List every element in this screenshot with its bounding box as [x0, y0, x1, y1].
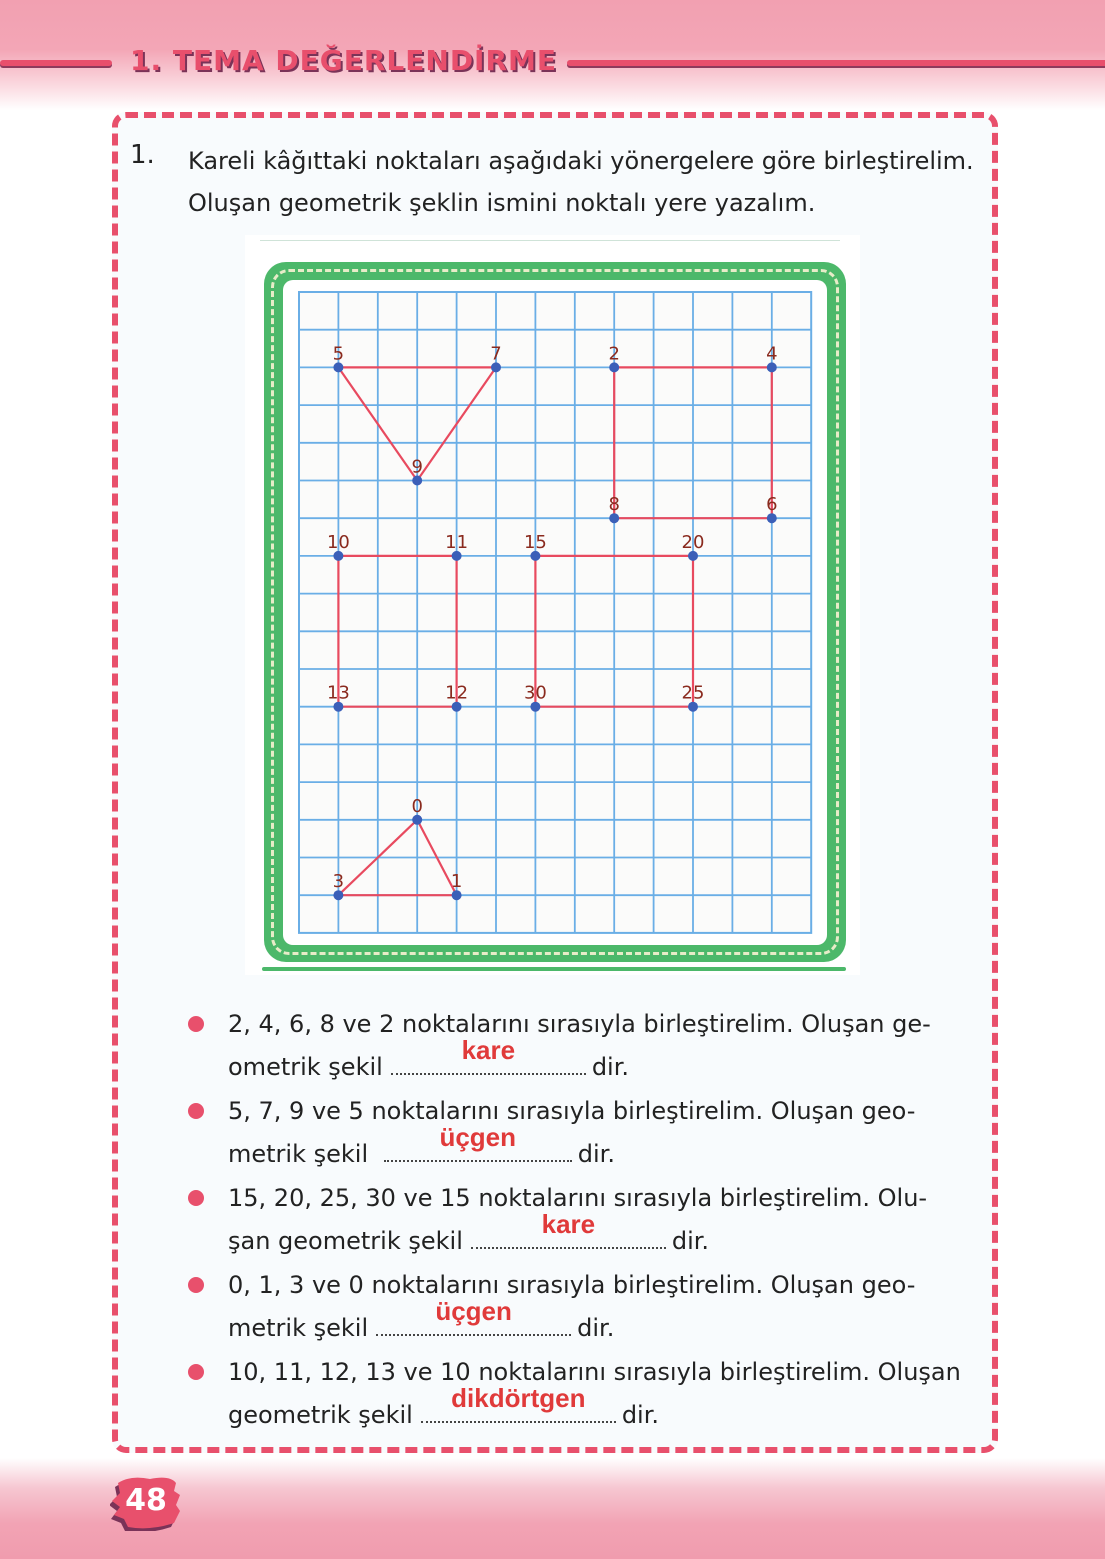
instruction-item — [185, 1090, 975, 1177]
point-label: 11 — [445, 531, 469, 553]
point-label: 0 — [411, 795, 423, 817]
point-label: 10 — [326, 531, 350, 553]
instruction-text: 10, 11, 12, 13 ve 10 noktalarını sırasıyla birleştirelim. Oluşan — [228, 1358, 961, 1386]
point-label: 25 — [681, 682, 705, 704]
instruction-item — [185, 1003, 975, 1090]
answer-text: üçgen — [435, 1296, 512, 1326]
instruction-answer-line: geometrik şekil dikdörtgen dir. — [228, 1383, 660, 1429]
point-label: 8 — [608, 494, 620, 516]
point-label: 9 — [411, 456, 423, 478]
grid-frame-underline — [262, 967, 846, 971]
answer-text: kare — [541, 1209, 596, 1239]
point-label: 3 — [332, 871, 345, 893]
point-label: 2 — [608, 343, 620, 365]
instruction-text: 0, 1, 3 ve 0 noktalarını sırasıyla birleştirelim. Oluşan geo- — [228, 1271, 916, 1299]
bullet-icon — [188, 1103, 204, 1119]
bullet-icon — [188, 1364, 204, 1380]
instruction-text: 2, 4, 6, 8 ve 2 noktalarını sırasıyla birleştirelim. Oluşan ge- — [228, 1010, 931, 1038]
point-label: 12 — [445, 682, 469, 704]
question-number: 1. — [130, 140, 155, 170]
instruction-answer-line: metrik şekil üçgen dir. — [228, 1122, 615, 1168]
page-number: 48 — [125, 1483, 167, 1518]
instruction-item — [185, 1264, 975, 1351]
point-label: 13 — [326, 682, 350, 704]
instruction-answer-line: şan geometrik şekil kare dir. — [228, 1209, 710, 1255]
question-line-1: Kareli kâğıttaki noktaları aşağıdaki yönergelere göre birleştirelim. — [188, 147, 974, 175]
answer-blank[interactable] — [391, 1035, 586, 1075]
question-text — [188, 140, 978, 224]
point-label: 30 — [523, 682, 547, 704]
answer-text: dikdörtgen — [451, 1383, 586, 1413]
point-label: 20 — [681, 531, 705, 553]
point-label: 15 — [523, 531, 547, 553]
point-label: 7 — [490, 343, 502, 365]
bullet-icon — [188, 1190, 204, 1206]
answer-blank[interactable] — [384, 1122, 572, 1162]
answer-blank[interactable] — [421, 1383, 616, 1423]
instruction-answer-line: ometrik şekil kare dir. — [228, 1035, 630, 1081]
instruction-answer-line: metrik şekil üçgen dir. — [228, 1296, 615, 1342]
instruction-list — [185, 1003, 975, 1438]
instruction-text: 15, 20, 25, 30 ve 15 noktalarını sırasıyla birleştirelim. Olu- — [228, 1184, 928, 1212]
point-label: 5 — [332, 343, 345, 365]
point-label: 6 — [766, 494, 778, 516]
header-rule-left — [0, 60, 112, 66]
bullet-icon — [188, 1277, 204, 1293]
bullet-icon — [188, 1016, 204, 1032]
header-rule-right — [567, 60, 1105, 66]
dot-grid-paper — [290, 285, 820, 945]
instruction-item — [185, 1177, 975, 1264]
answer-text: üçgen — [439, 1122, 517, 1152]
answer-blank[interactable] — [376, 1296, 571, 1336]
instruction-item — [185, 1351, 975, 1438]
point-label: 4 — [766, 343, 778, 365]
answer-text: kare — [461, 1035, 516, 1065]
page-number-badge — [110, 1473, 182, 1531]
figure-top-rule — [260, 240, 840, 241]
question-line-2: Oluşan geometrik şeklin ismini noktalı yere yazalım. — [188, 189, 816, 217]
point-label: 1 — [450, 871, 463, 893]
answer-blank[interactable] — [471, 1209, 666, 1249]
page-title: 1. TEMA DEĞERLENDİRME — [130, 44, 558, 77]
instruction-text: 5, 7, 9 ve 5 noktalarını sırasıyla birleştirelim. Oluşan geo- — [228, 1097, 916, 1125]
